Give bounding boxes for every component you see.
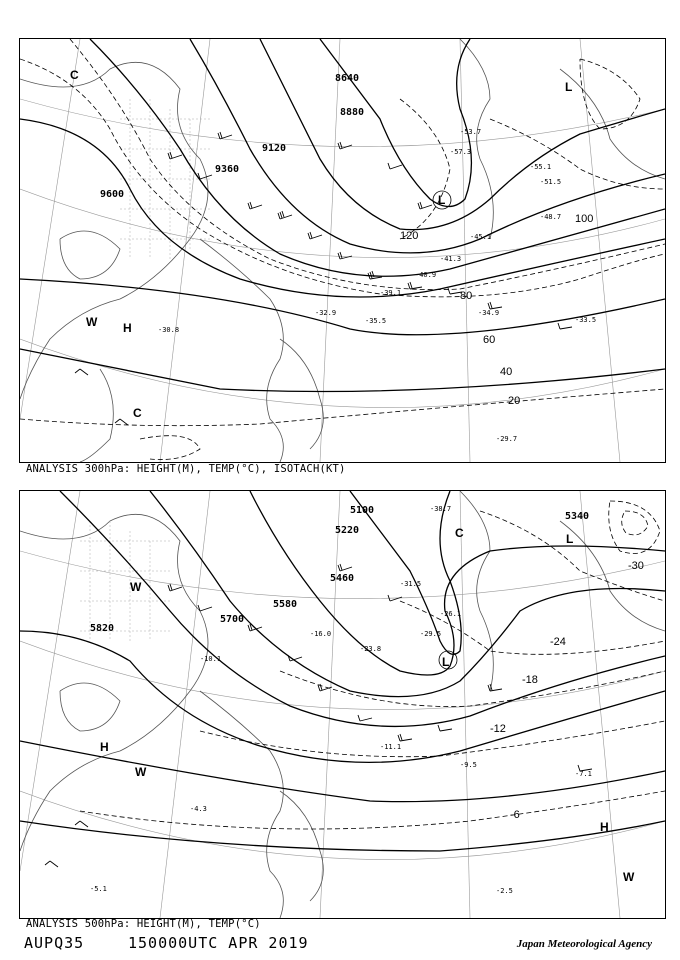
temp-value: -29.7 <box>496 435 518 443</box>
temp-value: -10.1 <box>200 655 222 663</box>
caption-500hpa: ANALYSIS 500hPa: HEIGHT(M), TEMP(°C) <box>26 918 261 930</box>
coastline <box>20 491 665 918</box>
isotach-label: 40 <box>500 366 513 378</box>
low-marker: L <box>438 193 446 207</box>
temp-value: -38.7 <box>430 505 452 513</box>
temp-value: -45.1 <box>470 233 492 241</box>
warm-marker: W <box>86 315 98 329</box>
isotach-label: 100 <box>575 213 594 225</box>
temp-value: -11.1 <box>380 743 402 751</box>
low-marker: L <box>565 80 573 94</box>
temp-value: -34.9 <box>478 309 500 317</box>
warm-marker: W <box>623 870 635 884</box>
isotach-label: 20 <box>508 395 521 407</box>
isotherm-label: -12 <box>490 723 506 735</box>
cold-marker: C <box>133 406 142 420</box>
high-marker: H <box>100 740 109 754</box>
temp-value: -48.7 <box>540 213 562 221</box>
temperature-samples <box>90 505 592 895</box>
height-label: 9120 <box>262 143 287 154</box>
temp-value: -39.1 <box>380 289 402 297</box>
pressure-centers <box>70 68 572 420</box>
cold-marker: C <box>455 526 464 540</box>
isotherm-label: -24 <box>550 636 566 648</box>
temp-value: -40.9 <box>415 271 437 279</box>
graticule <box>20 39 665 462</box>
low-marker: L <box>442 655 450 669</box>
temp-value: -30.8 <box>158 326 180 334</box>
warm-marker: W <box>135 765 147 779</box>
isotach-label: 80 <box>460 290 473 302</box>
height-label: 5580 <box>273 599 298 610</box>
isotach-label: 60 <box>483 334 496 346</box>
temp-value: -31.5 <box>400 580 422 588</box>
height-label: 9600 <box>100 189 125 200</box>
temp-value: -35.5 <box>365 317 387 325</box>
analysis-500hpa-map <box>19 490 666 919</box>
graticule <box>20 491 665 918</box>
temp-value: -9.5 <box>460 761 477 769</box>
coastline <box>20 39 665 462</box>
isotach-label: 120 <box>400 230 419 242</box>
high-marker: H <box>123 321 132 335</box>
map-500hpa-canvas <box>20 491 665 918</box>
isotherm-label: -18 <box>522 674 538 686</box>
warm-marker: W <box>130 580 142 594</box>
height-label: 5460 <box>330 573 355 584</box>
height-labels <box>100 73 364 200</box>
temp-value: -29.5 <box>420 630 442 638</box>
height-label: 8880 <box>340 107 365 118</box>
temperature-samples <box>158 128 596 443</box>
temp-value: -4.3 <box>190 805 207 813</box>
height-label: 9360 <box>215 164 240 175</box>
wind-barbs <box>75 132 572 425</box>
height-label: 5100 <box>350 505 375 516</box>
temp-value: -26.1 <box>440 610 462 618</box>
agency-name: Japan Meteorological Agency <box>516 938 652 950</box>
temp-value: -23.8 <box>360 645 382 653</box>
isotherm-contours <box>80 501 665 829</box>
height-label: 5820 <box>90 623 115 634</box>
temp-value: -41.3 <box>440 255 462 263</box>
height-label: 5700 <box>220 614 245 625</box>
analysis-300hpa-map <box>19 38 666 463</box>
height-label: 8640 <box>335 73 360 84</box>
temp-value: -5.1 <box>90 885 107 893</box>
isotach-contours <box>20 39 665 460</box>
temp-value: -32.9 <box>315 309 337 317</box>
low-marker: L <box>566 532 574 546</box>
temp-value: -51.5 <box>540 178 562 186</box>
map-300hpa-canvas <box>20 39 665 462</box>
height-label: 5220 <box>335 525 360 536</box>
temp-value: -55.1 <box>530 163 552 171</box>
caption-300hpa: ANALYSIS 300hPa: HEIGHT(M), TEMP(°C), ISOTACH(KT) <box>26 463 346 475</box>
isotherm-label: -6 <box>510 809 520 821</box>
temp-value: -53.7 <box>460 128 482 136</box>
valid-time: 150000UTC APR 2019 <box>128 934 309 952</box>
chart-code: AUPQ35 <box>24 934 85 952</box>
temp-value: -33.5 <box>575 316 597 324</box>
isotherm-labels <box>490 560 644 821</box>
temp-value: -16.0 <box>310 630 332 638</box>
isotherm-label: -30 <box>628 560 644 572</box>
temp-value: -57.3 <box>450 148 472 156</box>
temp-value: -2.5 <box>496 887 513 895</box>
cold-marker: C <box>70 68 79 82</box>
temp-value: -7.1 <box>575 770 592 778</box>
height-label: 5340 <box>565 511 590 522</box>
high-marker: H <box>600 820 609 834</box>
